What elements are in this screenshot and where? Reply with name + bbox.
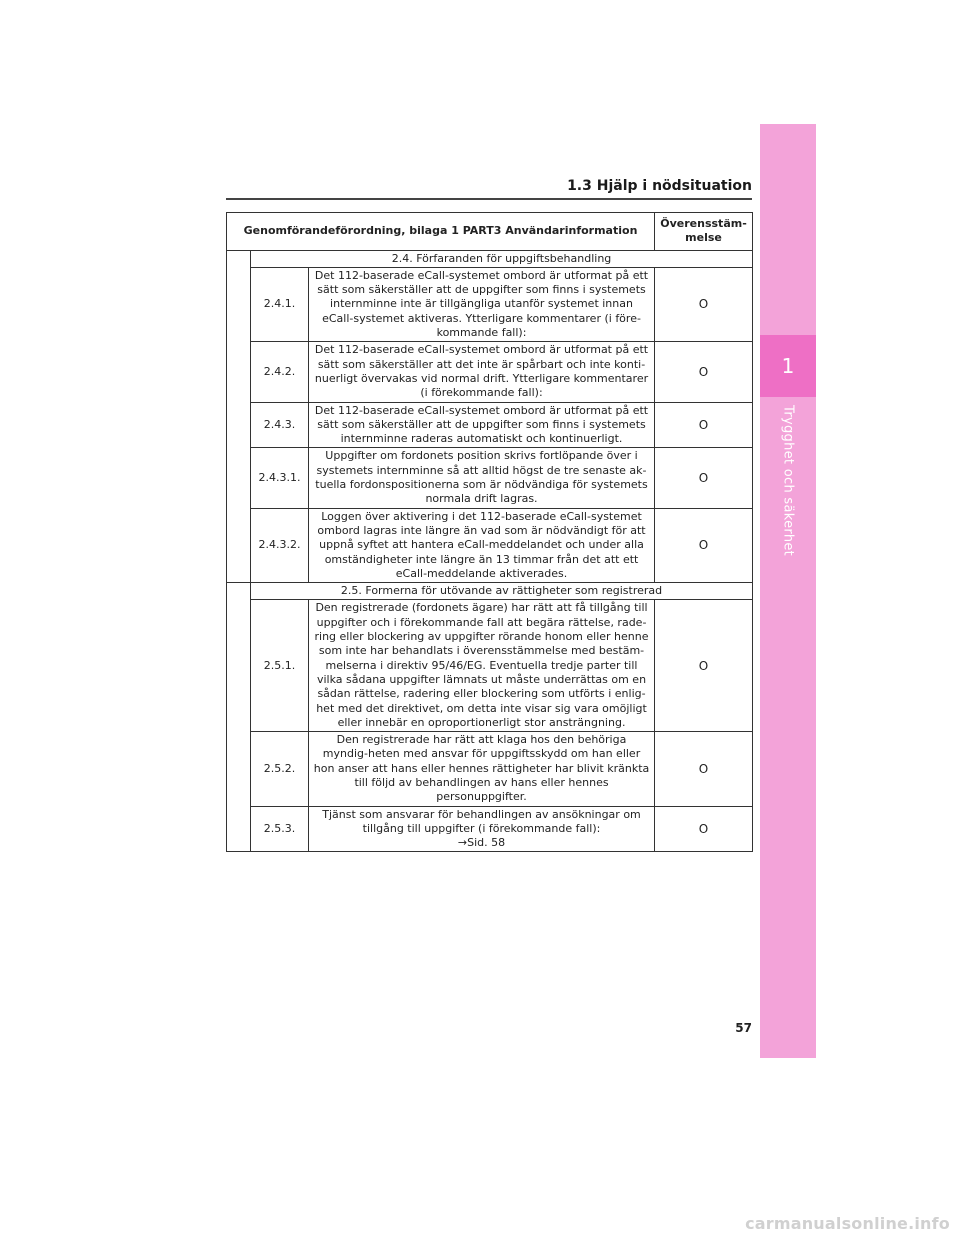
conformity-mark: O <box>655 806 753 852</box>
conformity-mark: O <box>655 402 753 448</box>
row-number: 2.4.3. <box>251 402 309 448</box>
row-number: 2.5.3. <box>251 806 309 852</box>
row-text-cell <box>309 806 655 852</box>
row-text: Uppgifter om fordonets position skrivs fortlöpande över i systemets internminne så att alltid högst de tre senaste ak-tuella fordonspositionerna som är nödvändiga för systemets normala drift lagras. <box>315 449 648 506</box>
row-number: 2.5.2. <box>251 732 309 806</box>
row-number: 2.5.1. <box>251 600 309 732</box>
section-row <box>227 250 753 267</box>
col-header-main: Genomförandeförordning, bilaga 1 PART3 Användarinformation <box>227 213 655 251</box>
section-indent-cell <box>227 250 251 583</box>
section-title: 2.5. Formerna för utövande av rättigheter som registrerad <box>251 583 753 600</box>
table-header-row <box>227 213 753 251</box>
page-number: 57 <box>735 1021 752 1035</box>
row-text: Tjänst som ansvarar för behandlingen av ansökningar om tillgång till uppgifter (i förekommande fall): <box>322 807 641 835</box>
watermark-text: carmanualsonline.info <box>745 1214 950 1233</box>
row-number: 2.4.1. <box>251 267 309 341</box>
header-rule <box>226 198 752 200</box>
row-number: 2.4.3.1. <box>251 448 309 508</box>
conformity-mark: O <box>655 600 753 732</box>
row-text: Det 112-baserade eCall-systemet ombord är utformat på ett sätt som säkerställer att de uppgifter som finns i systemets internminne inte är tillgängliga utanför systemet innan eCall-systemet aktiveras. Ytterligare kommentarer (i före-kommande fall): <box>314 268 649 340</box>
col-header-conformity: Överensstäm- melse <box>655 213 753 251</box>
chapter-number: 1 <box>781 354 795 378</box>
row-text: Det 112-baserade eCall-systemet ombord är utformat på ett sätt som säkerställer att det inte är spårbart och inte konti-nuerligt övervakas vid normal drift. Ytterligare kommentarer (i förekommande fall): <box>314 343 649 400</box>
conformity-mark: O <box>655 448 753 508</box>
row-number: 2.4.3.2. <box>251 508 309 582</box>
conformity-mark: O <box>655 732 753 806</box>
conformity-mark: O <box>655 267 753 341</box>
row-text-cell <box>309 342 655 402</box>
conformity-mark: O <box>655 508 753 582</box>
user-information-table <box>226 212 753 852</box>
row-text: Loggen över aktivering i det 112-baserade eCall-systemet ombord lagras inte längre än vad som är nödvändigt för att uppnå syftet att hantera eCall-meddelandet och under alla omständigheter inte längre än 13 timmar från det att ett eCall-meddelande aktiverades. <box>317 509 646 580</box>
table-row <box>227 600 753 732</box>
table-row <box>227 267 753 341</box>
row-number: 2.4.2. <box>251 342 309 402</box>
row-text-cell <box>309 600 655 732</box>
section-title: 2.4. Förfaranden för uppgiftsbehandling <box>251 250 753 267</box>
chapter-number-badge <box>760 335 816 397</box>
table-row <box>227 448 753 508</box>
row-text-cell <box>309 732 655 806</box>
table-row <box>227 342 753 402</box>
table-row <box>227 732 753 806</box>
chapter-label: Trygghet och säkerhet <box>780 405 796 557</box>
row-text: Den registrerade (fordonets ägare) har rätt att få tillgång till uppgifter och i förekommande fall att begära rättelse, rade-ring eller blockering av uppgifter rörande honom eller henne som inte har behandlats i överensstämmelse med bestäm-melserna i direktiv 95/46/EG. Eventuella tredje parter till vilka sådana uppgifter lämnats ut måste underrättas om en sådan rättelse, radering eller blockering som utförts i enlig-het med det direktivet, om detta inte visar sig vara omöjligt eller innebär en oproportionerligt stor ansträngning. <box>314 601 649 729</box>
table-row <box>227 508 753 582</box>
row-text-cell <box>309 267 655 341</box>
section-row <box>227 583 753 600</box>
row-text-cell <box>309 402 655 448</box>
conformity-mark: O <box>655 342 753 402</box>
table-row <box>227 806 753 852</box>
row-text: Det 112-baserade eCall-systemet ombord är utformat på ett sätt som säkerställer att de uppgifter som finns i systemets internminne raderas automatiskt och kontinuerligt. <box>314 403 649 446</box>
row-text-cell <box>309 508 655 582</box>
table-row <box>227 402 753 448</box>
chapter-side-tab <box>760 124 816 1058</box>
row-text-cell <box>309 448 655 508</box>
page-reference-link[interactable]: →Sid. 58 <box>457 836 506 850</box>
row-text: Den registrerade har rätt att klaga hos den behöriga myndig-heten med ansvar för uppgiftsskydd om han eller hon anser att hans eller hennes rättigheter har blivit kränkta till följd av behandlingen av hans eller hennes personuppgifter. <box>313 733 650 804</box>
section-header: 1.3 Hjälp i nödsituation <box>567 178 752 194</box>
section-indent-cell <box>227 583 251 852</box>
